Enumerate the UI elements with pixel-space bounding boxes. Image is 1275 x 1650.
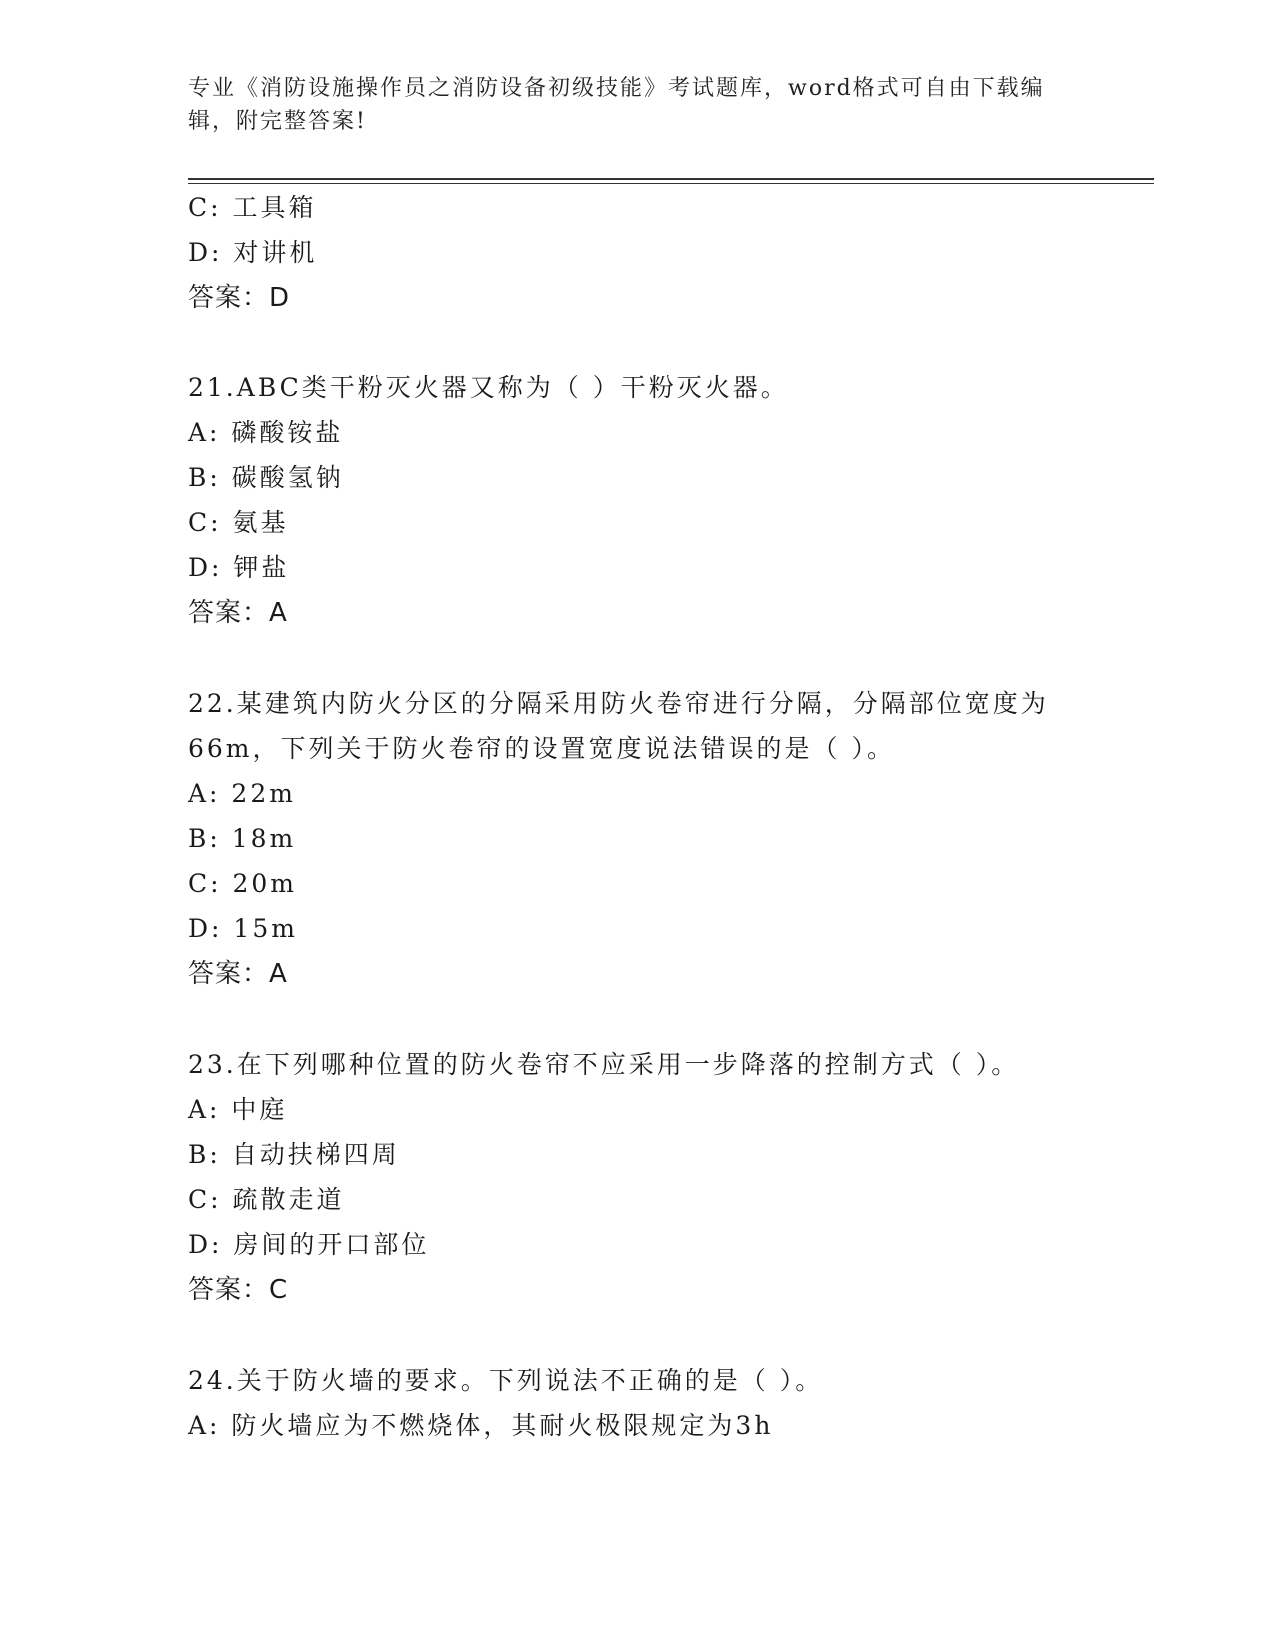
answer-line: 答案：D <box>188 283 291 313</box>
question-stem: 24.关于防火墙的要求。下列说法不正确的是（ ）。 <box>188 1366 824 1395</box>
option-a: A: 防火墙应为不燃烧体，其耐火极限规定为3h <box>188 1411 774 1440</box>
option-b: B: 自动扶梯四周 <box>188 1140 400 1169</box>
option-b: B: 碳酸氢钠 <box>188 463 344 492</box>
option-c: C: 工具箱 <box>188 193 317 222</box>
option-c: C: 氨基 <box>188 508 289 537</box>
document-header <box>188 72 1068 138</box>
option-d: D: 钾盐 <box>188 553 290 582</box>
header-divider-thick <box>188 178 1154 180</box>
option-d: D: 房间的开口部位 <box>188 1230 430 1259</box>
question-stem: 22.某建筑内防火分区的分隔采用防火卷帘进行分隔，分隔部位宽度为 <box>188 689 1049 718</box>
answer-line: 答案：C <box>188 1275 289 1305</box>
option-a: A: 22m <box>188 779 296 808</box>
question-stem-continued: 66m，下列关于防火卷帘的设置宽度说法错误的是（ ）。 <box>188 734 895 763</box>
option-c: C: 20m <box>188 869 298 898</box>
question-stem: 23.在下列哪种位置的防火卷帘不应采用一步降落的控制方式（ ）。 <box>188 1050 1020 1079</box>
option-a: A: 磷酸铵盐 <box>188 418 344 447</box>
option-c: C: 疏散走道 <box>188 1185 345 1214</box>
option-d: D: 15m <box>188 914 298 943</box>
header-divider-thin <box>188 183 1154 184</box>
option-d: D: 对讲机 <box>188 238 318 267</box>
answer-line: 答案：A <box>188 598 288 628</box>
option-b: B: 18m <box>188 824 297 853</box>
option-a: A: 中庭 <box>188 1095 288 1124</box>
answer-line: 答案：A <box>188 959 288 989</box>
header-line-2: 辑，附完整答案! <box>188 109 367 134</box>
header-line-1: 专业《消防设施操作员之消防设备初级技能》考试题库，word格式可自由下载编 <box>188 76 1045 101</box>
question-stem: 21.ABC类干粉灭火器又称为（ ）干粉灭火器。 <box>188 373 789 402</box>
